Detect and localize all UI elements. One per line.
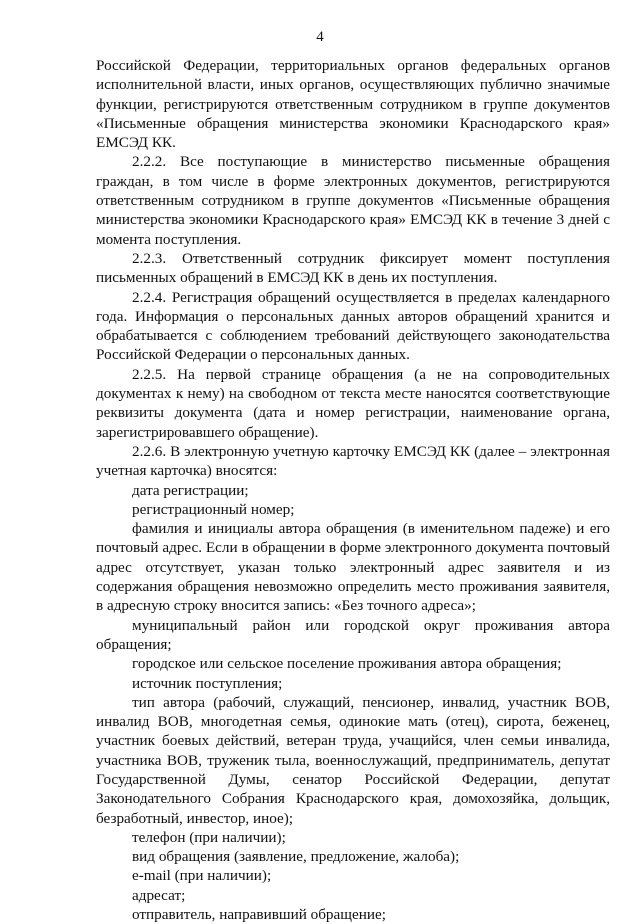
paragraph-federal-bodies: Российской Федерации, территориальных органов федеральных органов исполнительной власти, иных органов, осуществляющих публично значимые функции, регистрируются ответственным сотрудником в группе документов «Письменные обращения министерства экономики Краснодарского края» ЕМСЭД КК. (96, 57, 610, 152)
paragraph-2-2-3: 2.2.3. Ответственный сотрудник фиксирует момент поступления письменных обращений в ЕМСЭД КК в день их поступления. (96, 249, 610, 287)
paragraph-2-2-2: 2.2.2. Все поступающие в министерство письменные обращения граждан, в том числе в форме электронных документов, регистрируются ответственным сотрудником в группе документов «Письменные обращения министерства экономики Краснодарского края» ЕМСЭД КК в течение 3 дней с момента поступления. (96, 153, 610, 248)
list-item-settlement: городское или сельское поселение проживания автора обращения; (132, 655, 562, 673)
page-number: 4 (316, 29, 324, 45)
list-item-source: источник поступления; (132, 674, 283, 692)
list-item-registration-date: дата регистрации; (132, 481, 249, 499)
paragraph-2-2-6: 2.2.6. В электронную учетную карточку ЕМСЭД КК (далее – электронная учетная карточка) вносятся: (96, 442, 610, 480)
list-item-author-type: тип автора (рабочий, служащий, пенсионер, инвалид, участник ВОВ, инвалид ВОВ, многодетная семья, одинокие мать (отец), сирота, беженец, участник боевых действий, ветеран труда, учащийся, член семьи инвалида, участника ВОВ, труженик тыла, военнослужащий, предприниматель, депутат Государственной Думы, сенатор Российской Федерации, депутат Законодательного Собрания Краснодарского края, домохозяйка, дольщик, безработный, инвестор, иное); (96, 693, 610, 827)
list-item-addressee: адресат; (132, 886, 186, 904)
paragraph-2-2-5: 2.2.5. На первой странице обращения (а не на сопроводительных документах к нему) на свободном от текста месте наносятся соответствующие реквизиты документа (дата и номер регистрации, наименование органа, зарегистрировавшего обращение). (96, 365, 610, 441)
list-item-registration-number: регистрационный номер; (132, 500, 295, 518)
list-item-sender: отправитель, направивший обращение; (132, 906, 386, 924)
list-item-phone: телефон (при наличии); (132, 828, 286, 846)
list-item-municipal-district: муниципальный район или городской округ проживания автора обращения; (96, 616, 610, 653)
list-item-appeal-kind: вид обращения (заявление, предложение, жалоба); (132, 848, 460, 866)
paragraph-2-2-4: 2.2.4. Регистрация обращений осуществляется в пределах календарного года. Информация о персональных данных авторов обращений хранится и обрабатывается с соблюдением требований действующего законодательства Российской Федерации о персональных данных. (96, 288, 610, 364)
list-item-email: e-mail (при наличии); (132, 867, 272, 885)
list-item-author-name-address: фамилия и инициалы автора обращения (в именительном падеже) и его почтовый адрес. Если в обращении в форме электронного документа почтовый адрес отсутствует, указан только электронный адрес заявителя и из содержания обращения невозможно определить место проживания заявителя, в адресную строку вносится запись: «Без точного адреса»; (96, 520, 610, 615)
document-body (96, 56, 610, 924)
